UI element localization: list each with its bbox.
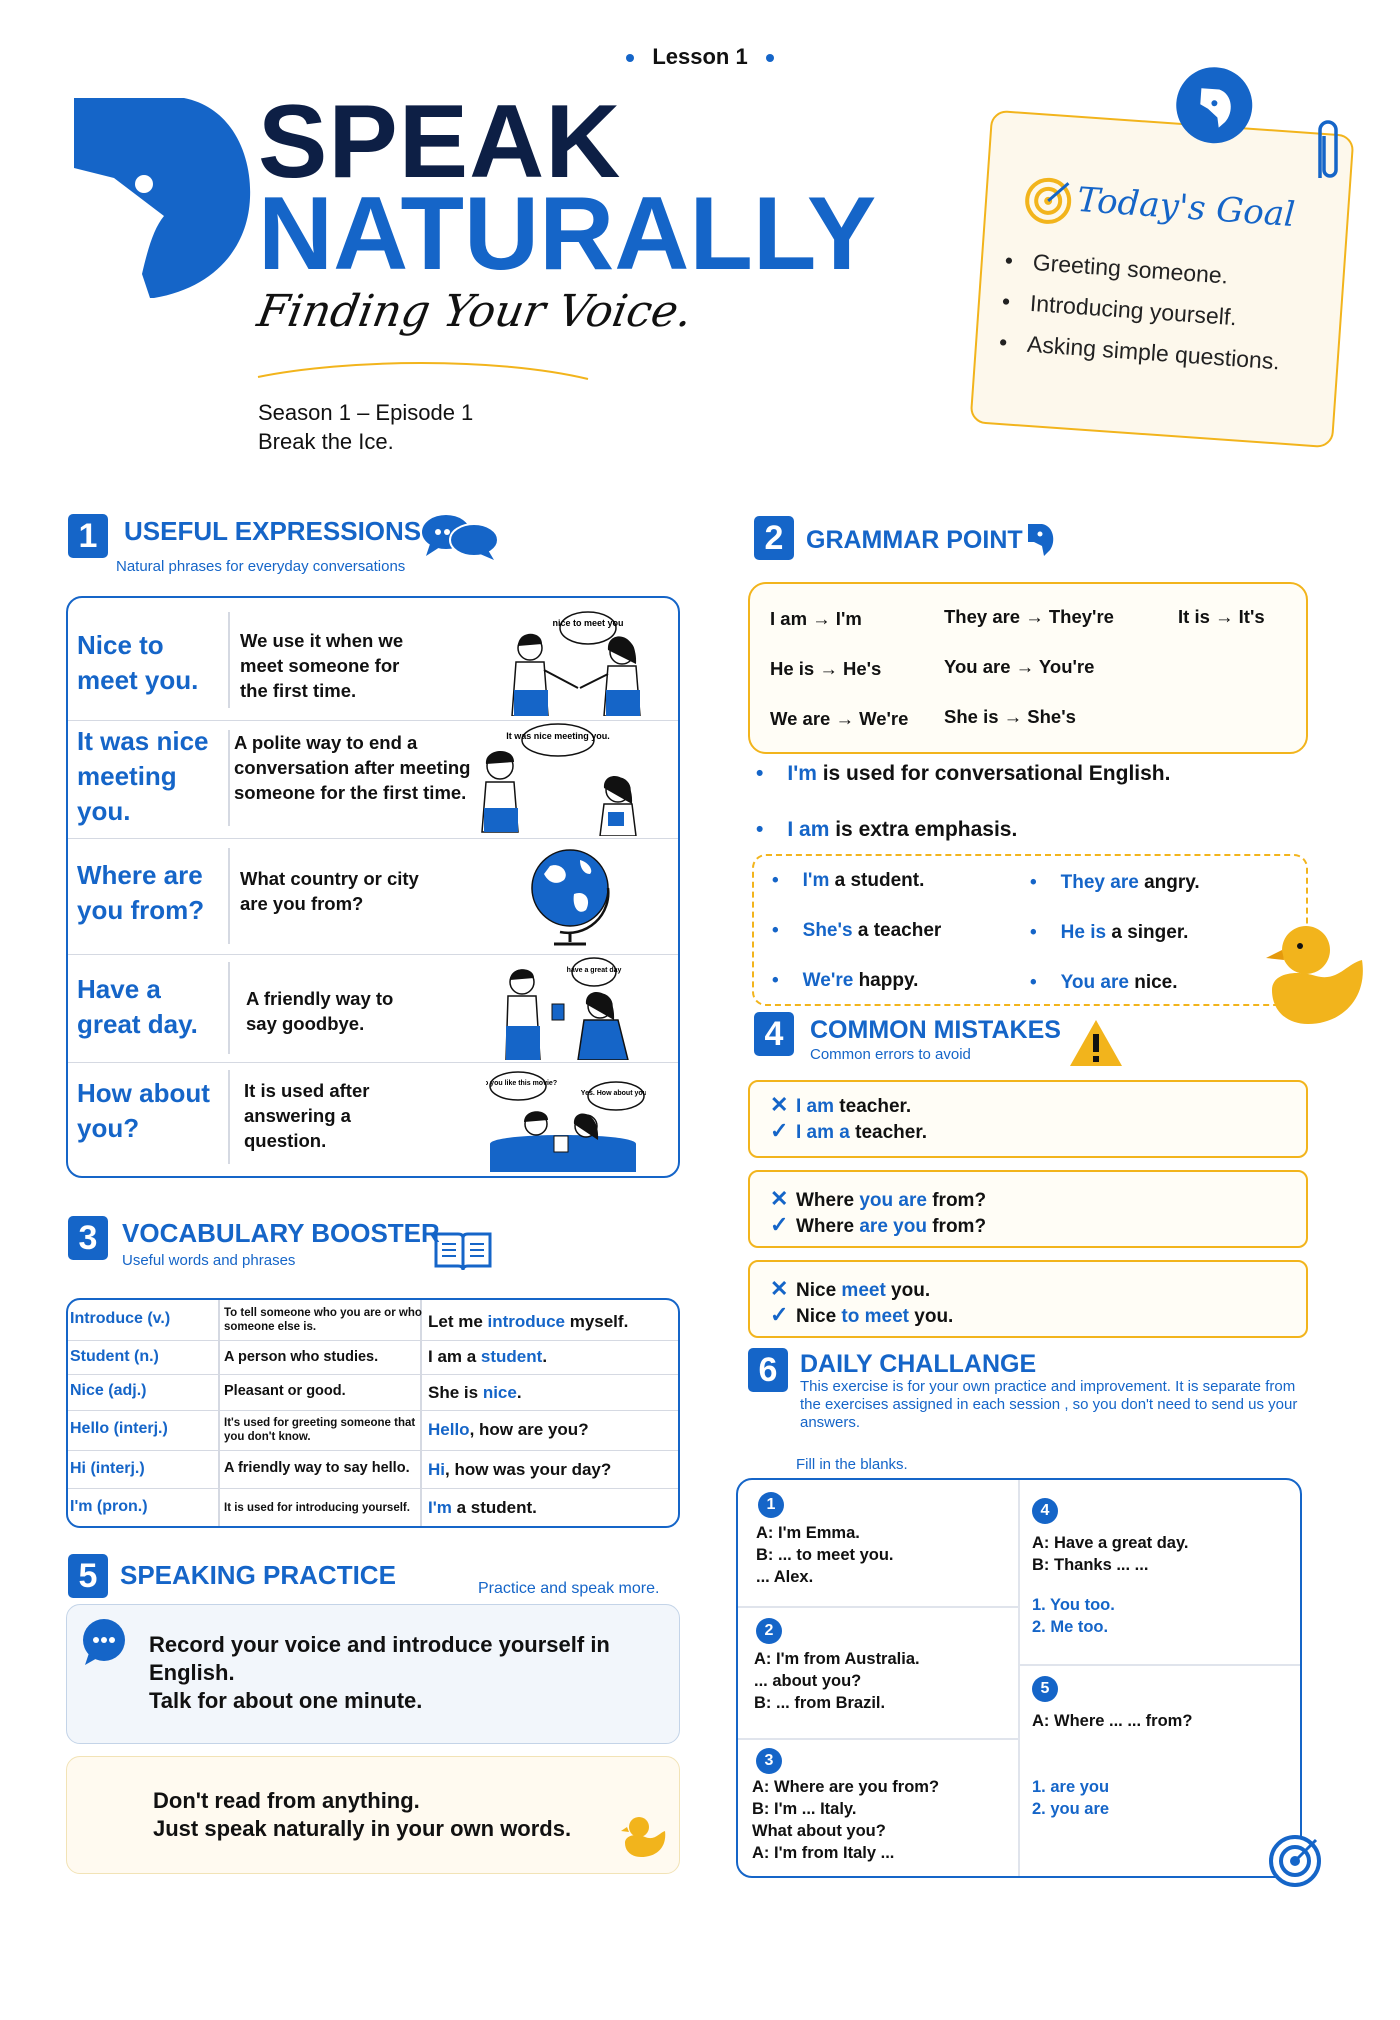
bird-icon xyxy=(1026,520,1060,563)
contraction-item: She is → She's xyxy=(944,706,1076,727)
grammar-example: • We're happy. xyxy=(772,970,919,991)
movie-illustration xyxy=(486,1070,646,1177)
expression-description: It is used after answering a question. xyxy=(244,1080,370,1151)
target-icon xyxy=(1021,174,1075,232)
contraction-item: We are → We're xyxy=(770,708,909,729)
divider xyxy=(1018,1480,1020,1876)
section-3-number: 3 xyxy=(68,1216,108,1260)
duck-icon xyxy=(1262,920,1374,1037)
contraction-item: I am → I'm xyxy=(770,608,862,629)
vocab-example: She is nice. xyxy=(428,1383,522,1402)
exercise-text[interactable]: A: Have a great day. B: Thanks ... ... xyxy=(1032,1534,1189,1574)
vocab-row xyxy=(68,1300,678,1341)
vocab-definition: A person who studies. xyxy=(224,1349,379,1365)
expression-row xyxy=(68,1062,678,1176)
divider xyxy=(738,1738,1018,1740)
cross-icon: ✕ xyxy=(770,1276,789,1301)
grammar-note: • I'm is used for conversational English. xyxy=(756,762,1171,785)
divider xyxy=(738,1606,1018,1608)
wrong-line: ✕ Where you are from? xyxy=(770,1186,987,1211)
grammar-example: • He is a singer. xyxy=(1030,922,1189,943)
cross-icon: ✕ xyxy=(770,1092,789,1117)
vocab-example: Let me introduce myself. xyxy=(428,1312,629,1331)
divider xyxy=(228,730,230,826)
wrong-line: ✕ I am teacher. xyxy=(770,1092,912,1117)
exercise-number: 4 xyxy=(1032,1498,1058,1524)
section-4-title: COMMON MISTAKES xyxy=(810,1016,1061,1044)
correct-line: ✓ Nice to meet you. xyxy=(770,1302,954,1327)
vocab-row xyxy=(68,1374,678,1411)
vocab-row xyxy=(68,1340,678,1375)
bird-badge-icon xyxy=(1171,63,1257,153)
exercise-text[interactable]: A: I'm Emma. B: ... to meet you. ... Alex. xyxy=(756,1524,894,1586)
vocab-definition: To tell someone who you are or who someone else is. xyxy=(224,1307,422,1333)
grammar-note: • I am is extra emphasis. xyxy=(756,818,1018,841)
exercise-number: 5 xyxy=(1032,1676,1058,1702)
vocab-word: Hi (interj.) xyxy=(70,1460,145,1477)
tagline: Finding Your Voice. xyxy=(253,286,697,337)
exercise-text[interactable]: A: Where ... ... from? xyxy=(1032,1712,1193,1730)
divider xyxy=(228,1070,230,1164)
divider xyxy=(1020,1664,1300,1666)
vocab-row xyxy=(68,1410,678,1451)
speaking-tip-text: Don't read from anything. Just speak naturally in your own words. xyxy=(153,1788,572,1841)
divider xyxy=(228,612,230,708)
expression-phrase: How about you? xyxy=(77,1078,210,1143)
expression-description: We use it when we meet someone for the first time. xyxy=(240,630,404,701)
answer-options[interactable]: 1. are you 2. you are xyxy=(1032,1778,1110,1818)
goal-title: Today's Goal xyxy=(1075,179,1297,236)
bubble-text: Yes. How about you? xyxy=(580,1090,646,1097)
target-icon xyxy=(1268,1834,1322,1893)
vocab-word: Nice (adj.) xyxy=(70,1382,147,1399)
vocab-definition: Pleasant or good. xyxy=(224,1383,346,1399)
exercise-number: 2 xyxy=(756,1618,782,1644)
mistake-card xyxy=(748,1080,1308,1158)
vocab-definition: It's used for greeting someone that you don't know. xyxy=(224,1417,416,1443)
brand-logo-icon xyxy=(74,98,254,303)
chat-bubbles-icon xyxy=(416,512,502,565)
expression-description: A polite way to end a conversation after meeting someone for the first time. xyxy=(234,732,471,803)
grammar-example: • She's a teacher xyxy=(772,920,942,941)
section-6-number: 6 xyxy=(748,1348,788,1392)
vocab-example: Hi, how was your day? xyxy=(428,1460,612,1479)
expression-phrase: Have a great day. xyxy=(77,974,198,1039)
todays-goal-card xyxy=(969,110,1354,449)
section-3-subtitle: Useful words and phrases xyxy=(122,1252,296,1269)
section-4-number: 4 xyxy=(754,1012,794,1056)
daily-challenge-grid xyxy=(736,1478,1302,1878)
section-6-instruction: Fill in the blanks. xyxy=(796,1456,908,1473)
lesson-label: Lesson 1 xyxy=(0,44,1400,70)
check-icon: ✓ xyxy=(770,1212,789,1237)
vocab-example: I am a student. xyxy=(428,1347,548,1366)
episode-title: Break the Ice. xyxy=(258,429,394,454)
title-line-2: NATURALLY xyxy=(258,176,877,292)
vocab-definition: It is used for introducing yourself. xyxy=(224,1502,410,1514)
expression-phrase: Nice to meet you. xyxy=(77,630,199,695)
vocab-row xyxy=(68,1450,678,1489)
goal-item: • Greeting someone. xyxy=(1004,247,1286,294)
wrong-line: ✕ Nice meet you. xyxy=(770,1276,931,1301)
contraction-item: You are → You're xyxy=(944,656,1095,677)
vocab-example: I'm a student. xyxy=(428,1498,537,1517)
correct-line: ✓ Where are you from? xyxy=(770,1212,987,1237)
speaking-task-text: Record your voice and introduce yourself in English. Talk for about one minute. xyxy=(149,1632,610,1713)
section-2-number: 2 xyxy=(754,516,794,560)
divider xyxy=(228,962,230,1054)
grammar-example: • I'm a student. xyxy=(772,870,925,891)
exercise-text[interactable]: A: I'm from Australia. ... about you? B: ... from Brazil. xyxy=(754,1650,920,1712)
bubble-text: have a great day xyxy=(566,967,622,974)
vocab-definition: A friendly way to say hello. xyxy=(224,1460,410,1476)
vocab-example: Hello, how are you? xyxy=(428,1420,589,1439)
section-6-title: DAILY CHALLANGE xyxy=(800,1350,1037,1378)
expression-row xyxy=(68,598,678,721)
goodbye-illustration xyxy=(468,720,668,841)
expression-description: A friendly way to say goodbye. xyxy=(246,988,394,1034)
bubble-text: Do you like this movie? xyxy=(486,1080,558,1087)
speaking-tip-card xyxy=(66,1756,680,1874)
section-1-title: USEFUL EXPRESSIONS xyxy=(124,516,422,546)
bubble-text: nice to meet you xyxy=(552,618,624,628)
bubble-text: It was nice meeting you. xyxy=(506,731,610,741)
expression-phrase: It was nice meeting you. xyxy=(77,726,209,826)
section-5-subtitle: Practice and speak more. xyxy=(478,1580,660,1597)
section-2-title: GRAMMAR POINT xyxy=(806,526,1023,554)
section-5-number: 5 xyxy=(68,1554,108,1598)
contraction-item: They are → They're xyxy=(944,606,1114,627)
warning-icon xyxy=(1068,1018,1124,1073)
book-icon xyxy=(432,1228,494,1279)
expression-phrase: Where are you from? xyxy=(77,860,205,925)
season-label: Season 1 – Episode 1 xyxy=(258,400,474,425)
contraction-item: It is → It's xyxy=(1178,606,1265,627)
mistake-card xyxy=(748,1170,1308,1248)
goal-item: • Asking simple questions. xyxy=(998,329,1280,376)
goal-item: • Introducing yourself. xyxy=(1001,288,1283,335)
correct-line: ✓ I am a teacher. xyxy=(770,1118,927,1143)
vocab-word: I'm (pron.) xyxy=(70,1498,148,1515)
title-line-1: SPEAK xyxy=(258,84,622,200)
vocab-row xyxy=(68,1488,678,1526)
exercise-number: 1 xyxy=(758,1492,784,1518)
coffee-illustration xyxy=(488,954,648,1065)
globe-illustration xyxy=(520,844,630,957)
section-6-description: This exercise is for your own practice and improvement. It is separate from the exercises assigned in each session , so you don't need to send us your answers. xyxy=(800,1378,1298,1431)
goal-list xyxy=(997,247,1286,389)
check-icon: ✓ xyxy=(770,1302,789,1327)
vocabulary-table xyxy=(66,1298,680,1528)
chat-icon xyxy=(79,1617,129,1672)
answer-options[interactable]: 1. You too. 2. Me too. xyxy=(1032,1596,1115,1636)
exercise-text[interactable]: A: Where are you from? B: I'm ... Italy. What about you? A: I'm from Italy ... xyxy=(752,1778,940,1862)
divider xyxy=(228,848,230,944)
handshake-illustration xyxy=(488,604,668,721)
cross-icon: ✕ xyxy=(770,1186,789,1211)
vocab-word: Student (n.) xyxy=(70,1348,159,1365)
expression-row xyxy=(68,838,678,955)
contractions-box xyxy=(748,582,1308,754)
paperclip-icon xyxy=(1310,116,1340,191)
section-1-subtitle: Natural phrases for everyday conversations xyxy=(116,558,406,575)
exercise-number: 3 xyxy=(756,1748,782,1774)
examples-box xyxy=(752,854,1308,1006)
expression-row xyxy=(68,720,678,839)
dot-icon xyxy=(766,54,774,62)
swoosh-decoration xyxy=(256,355,596,390)
mistake-card xyxy=(748,1260,1308,1338)
expression-description: What country or city are you from? xyxy=(240,868,419,914)
vocab-word: Introduce (v.) xyxy=(70,1310,171,1327)
section-4-subtitle: Common errors to avoid xyxy=(810,1046,971,1063)
expression-row xyxy=(68,954,678,1063)
episode-info xyxy=(258,398,473,456)
grammar-example: • You are nice. xyxy=(1030,972,1178,993)
speaking-task-card xyxy=(66,1604,680,1744)
expressions-table xyxy=(66,596,680,1178)
vocab-word: Hello (interj.) xyxy=(70,1420,168,1437)
check-icon: ✓ xyxy=(770,1118,789,1143)
section-1-number: 1 xyxy=(68,514,108,558)
section-5-title: SPEAKING PRACTICE xyxy=(120,1560,396,1590)
contraction-item: He is → He's xyxy=(770,658,882,679)
dot-icon xyxy=(626,54,634,62)
duck-icon xyxy=(621,1813,667,1864)
section-3-title: VOCABULARY BOOSTER xyxy=(122,1218,440,1248)
grammar-example: • They are angry. xyxy=(1030,872,1200,893)
